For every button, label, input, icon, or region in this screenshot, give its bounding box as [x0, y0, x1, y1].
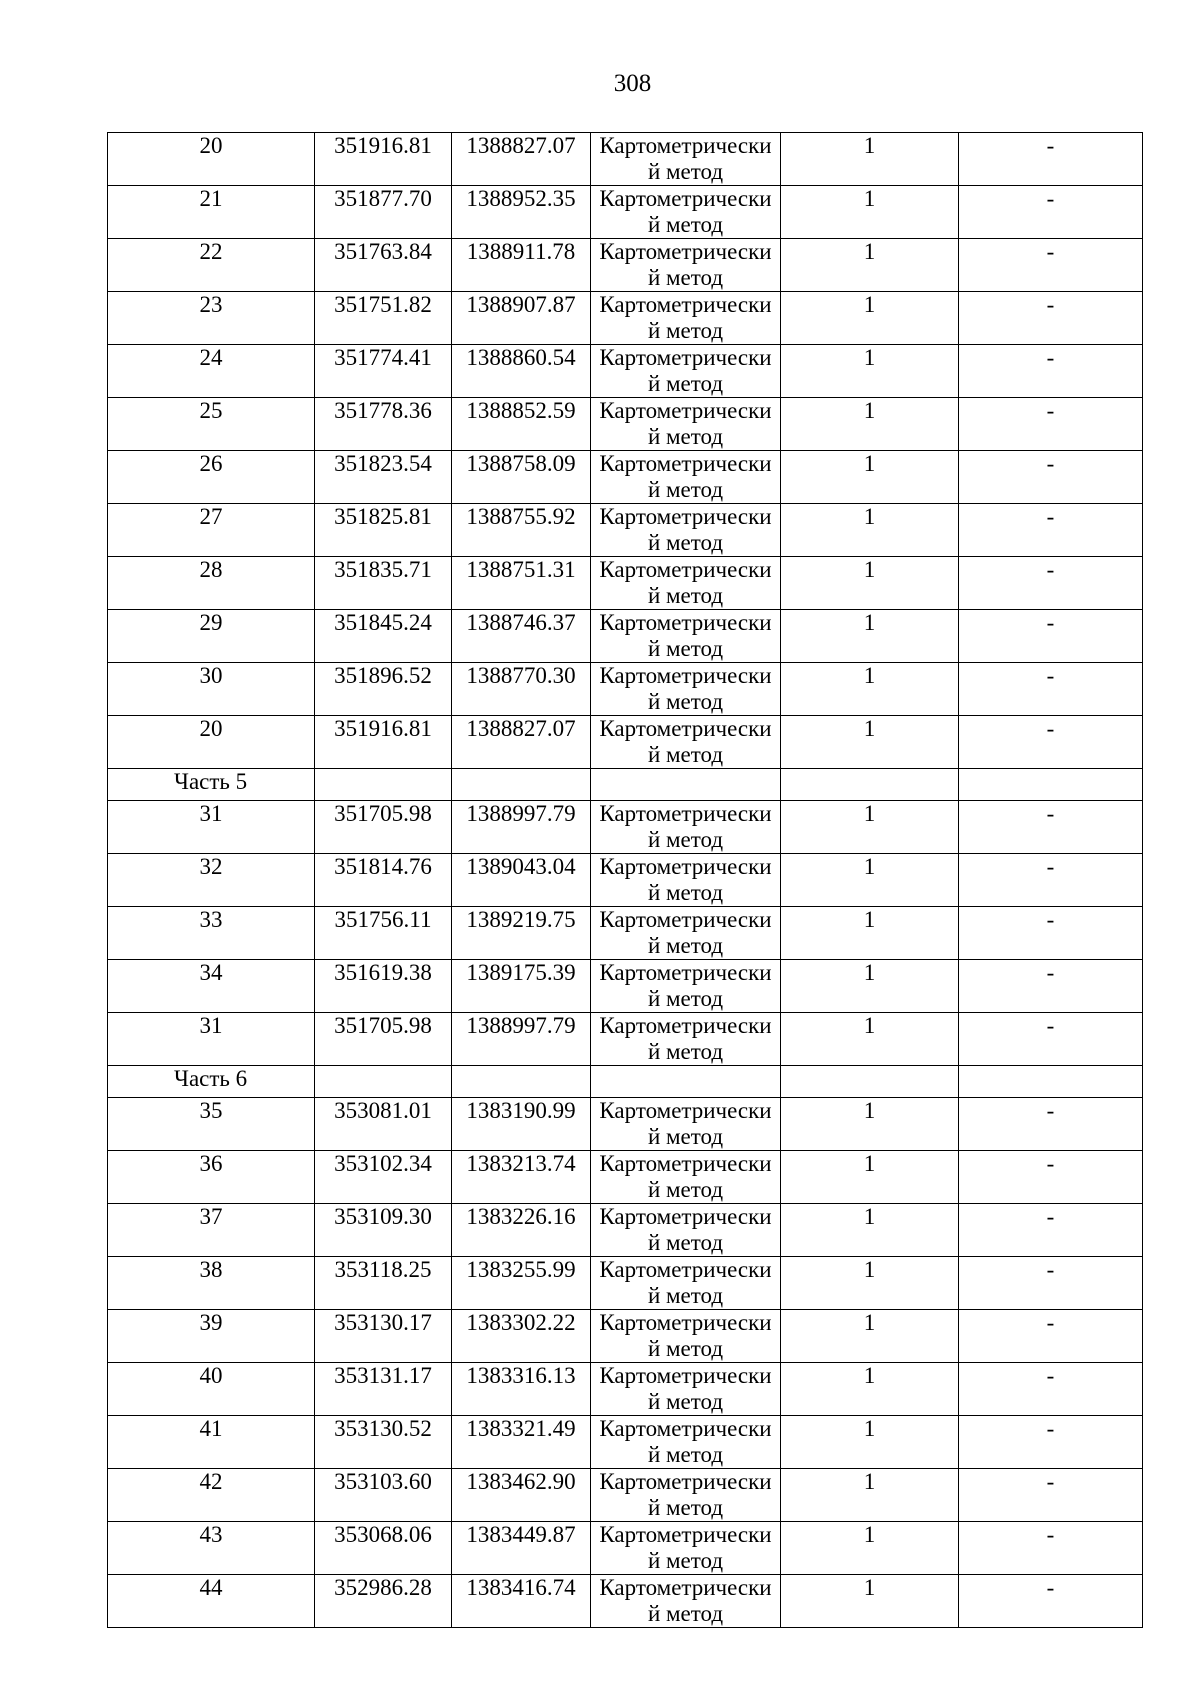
- method-cell: Картометрически й метод: [591, 1469, 781, 1522]
- accuracy-cell: 1: [781, 610, 959, 663]
- table-row: [108, 504, 1143, 557]
- method-cell: Картометрически й метод: [591, 239, 781, 292]
- description-cell: -: [959, 1310, 1143, 1363]
- x-coordinate-cell: 351877.70: [315, 186, 452, 239]
- point-number-cell: 20: [108, 716, 315, 769]
- point-number-cell: 31: [108, 801, 315, 854]
- x-coordinate-cell: 352986.28: [315, 1575, 452, 1628]
- page-number: 308: [613, 70, 652, 97]
- method-cell: Картометрически й метод: [591, 1416, 781, 1469]
- accuracy-cell: 1: [781, 1575, 959, 1628]
- y-coordinate-cell: 1383316.13: [452, 1363, 591, 1416]
- description-cell: -: [959, 451, 1143, 504]
- empty-cell: [452, 1066, 591, 1098]
- table-row: [108, 610, 1143, 663]
- empty-cell: [591, 769, 781, 801]
- description-cell: -: [959, 1098, 1143, 1151]
- description-cell: -: [959, 1363, 1143, 1416]
- section-row: [108, 769, 1143, 801]
- empty-cell: [315, 769, 452, 801]
- y-coordinate-cell: 1383213.74: [452, 1151, 591, 1204]
- x-coordinate-cell: 353130.17: [315, 1310, 452, 1363]
- method-cell: Картометрически й метод: [591, 504, 781, 557]
- table-row: [108, 960, 1143, 1013]
- x-coordinate-cell: 351814.76: [315, 854, 452, 907]
- empty-cell: [959, 1066, 1143, 1098]
- y-coordinate-cell: 1388746.37: [452, 610, 591, 663]
- description-cell: -: [959, 239, 1143, 292]
- table-row: [108, 239, 1143, 292]
- method-cell: Картометрически й метод: [591, 186, 781, 239]
- accuracy-cell: 1: [781, 557, 959, 610]
- point-number-cell: 35: [108, 1098, 315, 1151]
- x-coordinate-cell: 351778.36: [315, 398, 452, 451]
- description-cell: -: [959, 610, 1143, 663]
- table-row: [108, 716, 1143, 769]
- accuracy-cell: 1: [781, 345, 959, 398]
- point-number-cell: 40: [108, 1363, 315, 1416]
- accuracy-cell: 1: [781, 451, 959, 504]
- description-cell: -: [959, 292, 1143, 345]
- method-cell: Картометрически й метод: [591, 960, 781, 1013]
- table-row: [108, 133, 1143, 186]
- table-row: [108, 557, 1143, 610]
- point-number-cell: 41: [108, 1416, 315, 1469]
- method-cell: Картометрически й метод: [591, 1204, 781, 1257]
- y-coordinate-cell: 1383449.87: [452, 1522, 591, 1575]
- x-coordinate-cell: 351751.82: [315, 292, 452, 345]
- point-number-cell: 29: [108, 610, 315, 663]
- table-row: [108, 186, 1143, 239]
- x-coordinate-cell: 351916.81: [315, 133, 452, 186]
- description-cell: -: [959, 1575, 1143, 1628]
- table-row: [108, 801, 1143, 854]
- y-coordinate-cell: 1383462.90: [452, 1469, 591, 1522]
- method-cell: Картометрически й метод: [591, 1310, 781, 1363]
- accuracy-cell: 1: [781, 960, 959, 1013]
- method-cell: Картометрически й метод: [591, 610, 781, 663]
- x-coordinate-cell: 351763.84: [315, 239, 452, 292]
- method-cell: Картометрически й метод: [591, 451, 781, 504]
- method-cell: Картометрически й метод: [591, 716, 781, 769]
- point-number-cell: 25: [108, 398, 315, 451]
- accuracy-cell: 1: [781, 1363, 959, 1416]
- y-coordinate-cell: 1388997.79: [452, 801, 591, 854]
- table-row: [108, 1013, 1143, 1066]
- x-coordinate-cell: 353103.60: [315, 1469, 452, 1522]
- accuracy-cell: 1: [781, 504, 959, 557]
- point-number-cell: 21: [108, 186, 315, 239]
- point-number-cell: 33: [108, 907, 315, 960]
- section-label: Часть 5: [108, 769, 315, 801]
- y-coordinate-cell: 1388827.07: [452, 133, 591, 186]
- y-coordinate-cell: 1388827.07: [452, 716, 591, 769]
- accuracy-cell: 1: [781, 239, 959, 292]
- point-number-cell: 34: [108, 960, 315, 1013]
- y-coordinate-cell: 1389043.04: [452, 854, 591, 907]
- method-cell: Картометрически й метод: [591, 907, 781, 960]
- point-number-cell: 20: [108, 133, 315, 186]
- empty-cell: [315, 1066, 452, 1098]
- point-number-cell: 37: [108, 1204, 315, 1257]
- accuracy-cell: 1: [781, 1257, 959, 1310]
- accuracy-cell: 1: [781, 716, 959, 769]
- description-cell: -: [959, 1416, 1143, 1469]
- accuracy-cell: 1: [781, 1416, 959, 1469]
- x-coordinate-cell: 351835.71: [315, 557, 452, 610]
- accuracy-cell: 1: [781, 907, 959, 960]
- description-cell: -: [959, 1469, 1143, 1522]
- y-coordinate-cell: 1388911.78: [452, 239, 591, 292]
- method-cell: Картометрически й метод: [591, 1098, 781, 1151]
- table-row: [108, 854, 1143, 907]
- description-cell: -: [959, 716, 1143, 769]
- x-coordinate-cell: 353068.06: [315, 1522, 452, 1575]
- method-cell: Картометрически й метод: [591, 133, 781, 186]
- table-row: [108, 1575, 1143, 1628]
- y-coordinate-cell: 1383226.16: [452, 1204, 591, 1257]
- description-cell: -: [959, 854, 1143, 907]
- x-coordinate-cell: 351896.52: [315, 663, 452, 716]
- y-coordinate-cell: 1388952.35: [452, 186, 591, 239]
- section-row: [108, 1066, 1143, 1098]
- accuracy-cell: 1: [781, 1204, 959, 1257]
- method-cell: Картометрически й метод: [591, 1013, 781, 1066]
- accuracy-cell: 1: [781, 292, 959, 345]
- y-coordinate-cell: 1389175.39: [452, 960, 591, 1013]
- description-cell: -: [959, 663, 1143, 716]
- point-number-cell: 36: [108, 1151, 315, 1204]
- table-row: [108, 1469, 1143, 1522]
- point-number-cell: 32: [108, 854, 315, 907]
- description-cell: -: [959, 345, 1143, 398]
- method-cell: Картометрически й метод: [591, 801, 781, 854]
- x-coordinate-cell: 351823.54: [315, 451, 452, 504]
- y-coordinate-cell: 1388997.79: [452, 1013, 591, 1066]
- section-label: Часть 6: [108, 1066, 315, 1098]
- coordinates-table: [107, 132, 1143, 1628]
- point-number-cell: 24: [108, 345, 315, 398]
- y-coordinate-cell: 1383255.99: [452, 1257, 591, 1310]
- empty-cell: [781, 1066, 959, 1098]
- method-cell: Картометрически й метод: [591, 1363, 781, 1416]
- point-number-cell: 31: [108, 1013, 315, 1066]
- description-cell: -: [959, 1257, 1143, 1310]
- table-row: [108, 1257, 1143, 1310]
- y-coordinate-cell: 1388860.54: [452, 345, 591, 398]
- point-number-cell: 26: [108, 451, 315, 504]
- method-cell: Картометрически й метод: [591, 1522, 781, 1575]
- method-cell: Картометрически й метод: [591, 557, 781, 610]
- empty-cell: [591, 1066, 781, 1098]
- x-coordinate-cell: 351845.24: [315, 610, 452, 663]
- method-cell: Картометрически й метод: [591, 1151, 781, 1204]
- method-cell: Картометрически й метод: [591, 292, 781, 345]
- description-cell: -: [959, 1013, 1143, 1066]
- table-row: [108, 1310, 1143, 1363]
- coordinates-table-body: [108, 133, 1143, 1628]
- method-cell: Картометрически й метод: [591, 345, 781, 398]
- x-coordinate-cell: 353131.17: [315, 1363, 452, 1416]
- description-cell: -: [959, 557, 1143, 610]
- x-coordinate-cell: 353102.34: [315, 1151, 452, 1204]
- table-row: [108, 663, 1143, 716]
- x-coordinate-cell: 353118.25: [315, 1257, 452, 1310]
- y-coordinate-cell: 1383321.49: [452, 1416, 591, 1469]
- y-coordinate-cell: 1383416.74: [452, 1575, 591, 1628]
- x-coordinate-cell: 353081.01: [315, 1098, 452, 1151]
- method-cell: Картометрически й метод: [591, 398, 781, 451]
- y-coordinate-cell: 1388907.87: [452, 292, 591, 345]
- point-number-cell: 22: [108, 239, 315, 292]
- x-coordinate-cell: 353130.52: [315, 1416, 452, 1469]
- table-row: [108, 292, 1143, 345]
- accuracy-cell: 1: [781, 1013, 959, 1066]
- x-coordinate-cell: 351916.81: [315, 716, 452, 769]
- y-coordinate-cell: 1389219.75: [452, 907, 591, 960]
- point-number-cell: 30: [108, 663, 315, 716]
- y-coordinate-cell: 1388852.59: [452, 398, 591, 451]
- method-cell: Картометрически й метод: [591, 854, 781, 907]
- point-number-cell: 28: [108, 557, 315, 610]
- y-coordinate-cell: 1383302.22: [452, 1310, 591, 1363]
- accuracy-cell: 1: [781, 1469, 959, 1522]
- description-cell: -: [959, 186, 1143, 239]
- accuracy-cell: 1: [781, 1151, 959, 1204]
- accuracy-cell: 1: [781, 663, 959, 716]
- table-row: [108, 345, 1143, 398]
- point-number-cell: 43: [108, 1522, 315, 1575]
- table-row: [108, 451, 1143, 504]
- description-cell: -: [959, 960, 1143, 1013]
- point-number-cell: 23: [108, 292, 315, 345]
- table-row: [108, 907, 1143, 960]
- x-coordinate-cell: 351774.41: [315, 345, 452, 398]
- description-cell: -: [959, 398, 1143, 451]
- accuracy-cell: 1: [781, 1098, 959, 1151]
- y-coordinate-cell: 1388758.09: [452, 451, 591, 504]
- table-row: [108, 1416, 1143, 1469]
- x-coordinate-cell: 351756.11: [315, 907, 452, 960]
- accuracy-cell: 1: [781, 133, 959, 186]
- table-row: [108, 1151, 1143, 1204]
- y-coordinate-cell: 1388755.92: [452, 504, 591, 557]
- description-cell: -: [959, 133, 1143, 186]
- description-cell: -: [959, 907, 1143, 960]
- description-cell: -: [959, 1522, 1143, 1575]
- x-coordinate-cell: 353109.30: [315, 1204, 452, 1257]
- method-cell: Картометрически й метод: [591, 663, 781, 716]
- table-row: [108, 1204, 1143, 1257]
- accuracy-cell: 1: [781, 186, 959, 239]
- accuracy-cell: 1: [781, 1522, 959, 1575]
- y-coordinate-cell: 1383190.99: [452, 1098, 591, 1151]
- accuracy-cell: 1: [781, 1310, 959, 1363]
- description-cell: -: [959, 1204, 1143, 1257]
- accuracy-cell: 1: [781, 854, 959, 907]
- description-cell: -: [959, 504, 1143, 557]
- table-row: [108, 398, 1143, 451]
- table-row: [108, 1098, 1143, 1151]
- y-coordinate-cell: 1388770.30: [452, 663, 591, 716]
- table-row: [108, 1363, 1143, 1416]
- accuracy-cell: 1: [781, 801, 959, 854]
- point-number-cell: 44: [108, 1575, 315, 1628]
- accuracy-cell: 1: [781, 398, 959, 451]
- table-row: [108, 1522, 1143, 1575]
- point-number-cell: 39: [108, 1310, 315, 1363]
- description-cell: -: [959, 801, 1143, 854]
- empty-cell: [452, 769, 591, 801]
- x-coordinate-cell: 351705.98: [315, 801, 452, 854]
- x-coordinate-cell: 351705.98: [315, 1013, 452, 1066]
- empty-cell: [781, 769, 959, 801]
- point-number-cell: 38: [108, 1257, 315, 1310]
- x-coordinate-cell: 351825.81: [315, 504, 452, 557]
- point-number-cell: 42: [108, 1469, 315, 1522]
- empty-cell: [959, 769, 1143, 801]
- method-cell: Картометрически й метод: [591, 1257, 781, 1310]
- y-coordinate-cell: 1388751.31: [452, 557, 591, 610]
- method-cell: Картометрически й метод: [591, 1575, 781, 1628]
- point-number-cell: 27: [108, 504, 315, 557]
- description-cell: -: [959, 1151, 1143, 1204]
- x-coordinate-cell: 351619.38: [315, 960, 452, 1013]
